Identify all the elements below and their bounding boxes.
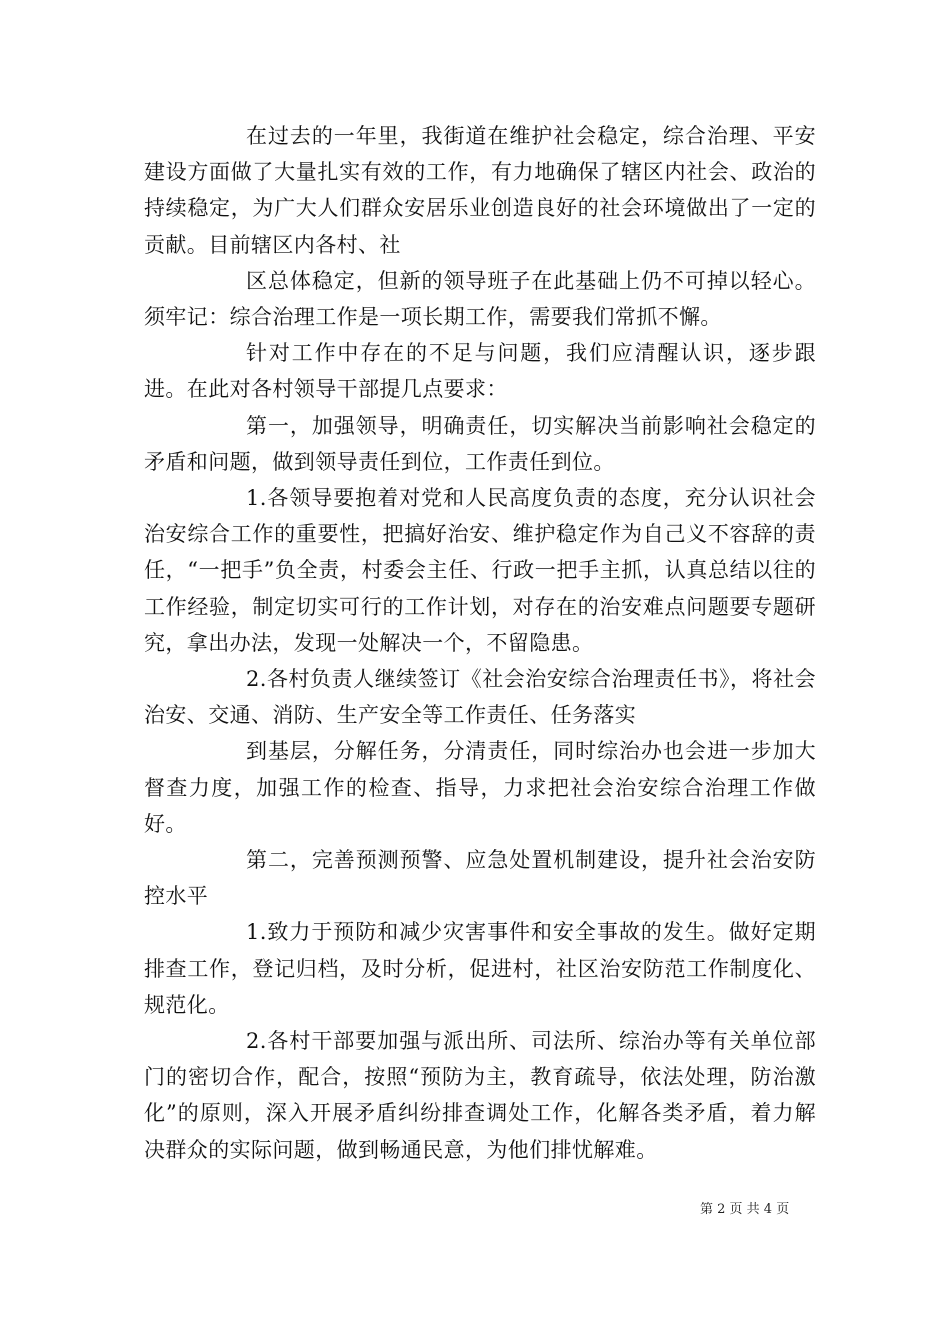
paragraph-2: 区总体稳定，但新的领导班子在此基础上仍不可掉以轻心。须牢记：综合治理工作是一项长期工作，需要我们常抓不懈。 bbox=[144, 268, 816, 330]
paragraph-5: 1.各领导要抱着对党和人民高度负责的态度，充分认识社会治安综合工作的重要性，把搞好治安、维护稳定作为自己义不容辞的责任，“一把手”负全责，村委会主任、行政一把手主抓，认真总结以往的工作经验，制定切实可行的工作计划，对存在的治安难点问题要专题研究，拿出办法，发现一处解决一个，不留隐患。 bbox=[144, 486, 816, 655]
document-body bbox=[144, 118, 816, 1168]
paragraph-10: 2.各村干部要加强与派出所、司法所、综治办等有关单位部门的密切合作，配合，按照“预防为主，教育疏导，依法处理，防治激化”的原则，深入开展矛盾纠纷排查调处工作，化解各类矛盾，着力解决群众的实际问题，做到畅通民意，为他们排忧解难。 bbox=[144, 1029, 816, 1162]
paragraph-6: 2.各村负责人继续签订《社会治安综合治理责任书》，将社会治安、交通、消防、生产安全等工作责任、任务落实 bbox=[144, 667, 816, 728]
paragraph-8: 第二，完善预测预警、应急处置机制建设，提升社会治安防控水平 bbox=[144, 848, 816, 909]
paragraph-7: 到基层，分解任务，分清责任，同时综治办也会进一步加大督查力度，加强工作的检查、指导，力求把社会治安综合治理工作做好。 bbox=[144, 739, 816, 836]
page-number-footer bbox=[700, 1201, 830, 1219]
paragraph-1: 在过去的一年里，我街道在维护社会稳定，综合治理、平安建设方面做了大量扎实有效的工作，有力地确保了辖区内社会、政治的持续稳定，为广大人们群众安居乐业创造良好的社会环境做出了一定的贡献。目前辖区内各村、社 bbox=[144, 124, 816, 257]
paragraph-4: 第一，加强领导，明确责任，切实解决当前影响社会稳定的矛盾和问题，做到领导责任到位，工作责任到位。 bbox=[144, 413, 816, 474]
page-number-label: 第 2 页 共 4 页 bbox=[700, 1202, 790, 1217]
paragraph-9: 1.致力于预防和减少灾害事件和安全事故的发生。做好定期排查工作，登记归档，及时分析，促进村，社区治安防范工作制度化、规范化。 bbox=[144, 920, 816, 1017]
paragraph-3: 针对工作中存在的不足与问题，我们应清醒认识，逐步跟进。在此对各村领导干部提几点要求： bbox=[144, 341, 816, 402]
